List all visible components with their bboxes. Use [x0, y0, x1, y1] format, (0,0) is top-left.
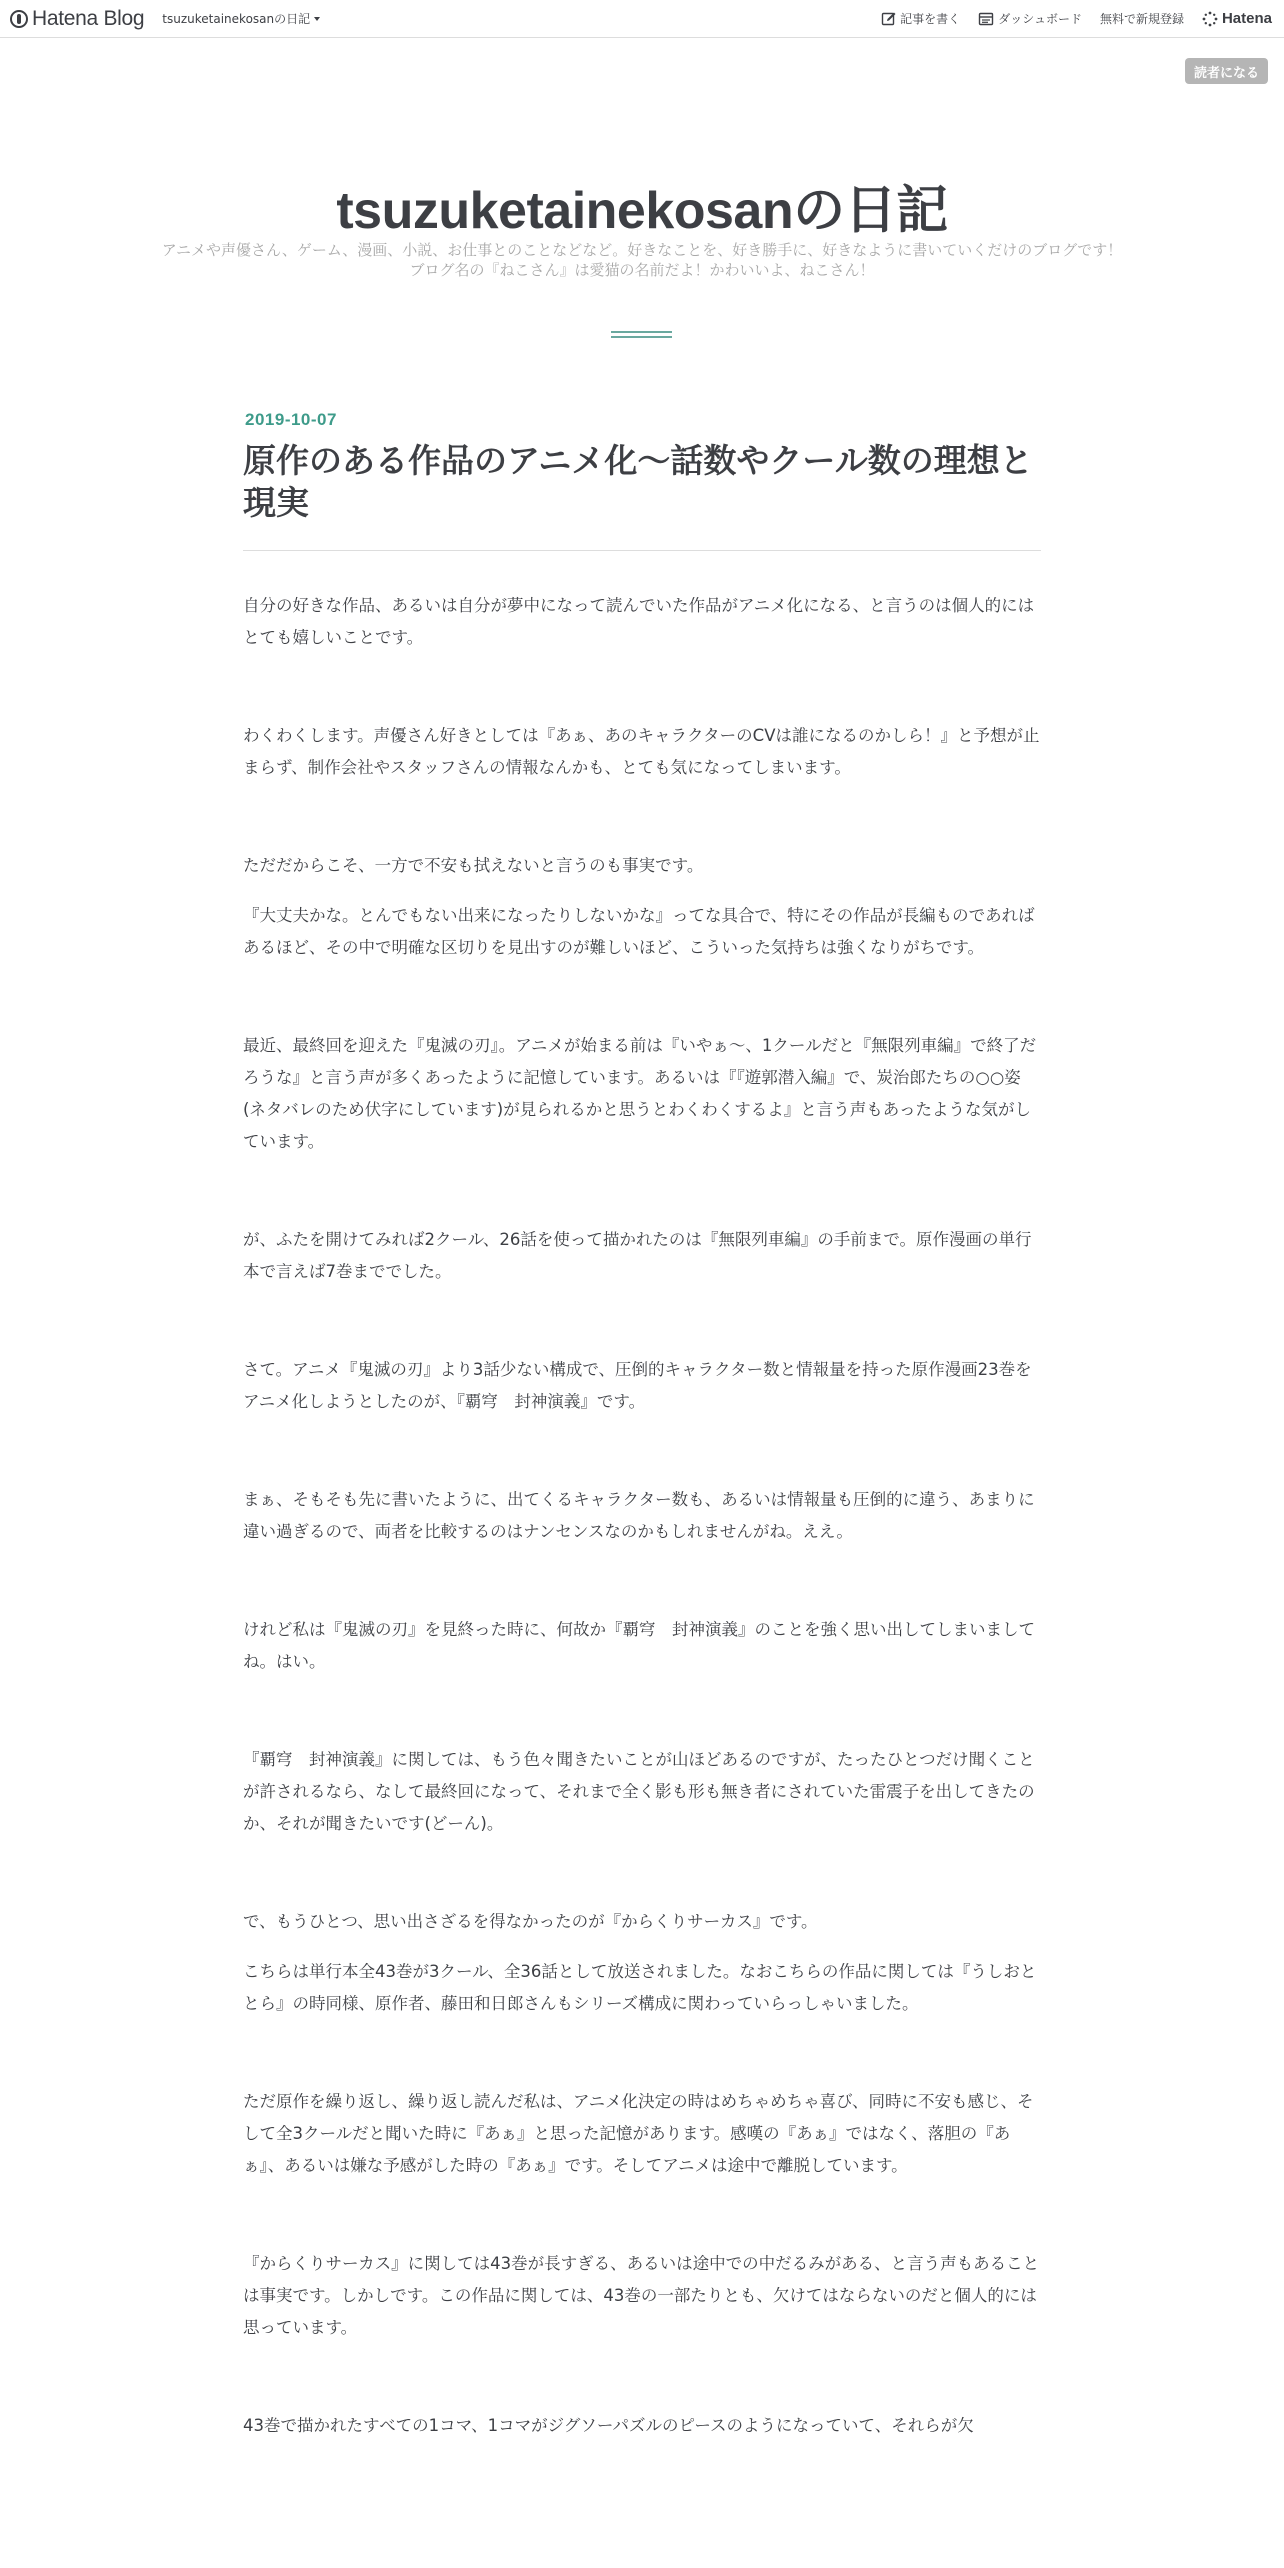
blog-title[interactable]: tsuzuketainekosanの日記	[336, 182, 948, 240]
entry-paragraph: わくわくします。声優さん好きとしては『あぁ、あのキャラクターのCVは誰になるのかしら！』と予想が止まらず、制作会社やスタッフさんの情報なんかも、とても気になってしまいます。	[243, 726, 1040, 777]
global-header-right	[863, 0, 1284, 37]
signup-label: 無料で新規登録	[1099, 12, 1184, 26]
write-entry-label: 記事を書く	[900, 12, 961, 26]
entry-paragraph: 43巻で描かれたすべての1コマ、1コマがジグソーパズルのピースのようになっていて、それらが欠	[243, 2416, 974, 2435]
entry-paragraph: 『覇穹 封神演義』に関しては、もう色々聞きたいことが山ほどあるのですが、たったひとつだけ聞くことが許されるなら、なして最終回になって、それまで全く影も形も無き者にされていた雷震子を出してきたのか、それが聞きたいです(どーん)。	[243, 1750, 1035, 1833]
signup-link[interactable]	[1100, 10, 1184, 27]
entry-paragraph: 『大丈夫かな。とんでもない出来になったりしないかな』ってな具合で、特にその作品が長編ものであればあるほど、その中で明確な区切りを見出すのが難しいほど、こういった気持ちは強くなりがちです。	[243, 906, 1035, 957]
entry-title[interactable]: 原作のある作品のアニメ化～話数やクール数の理想と現実	[243, 441, 1033, 522]
entry-paragraph: こちらは単行本全43巻が3クール、全36話として放送されました。なおこちらの作品に関しては『うしおととら』の時同様、原作者、藤田和日郎さんもシリーズ構成に関わっていらっしゃいました。	[243, 1962, 1037, 2013]
header-divider	[611, 331, 672, 338]
entry-paragraph: ただだからこそ、一方で不安も拭えないと言うのも事実です。	[243, 856, 704, 875]
hatena-logo-icon	[1202, 11, 1218, 27]
entry-paragraph: 『からくりサーカス』に関しては43巻が長すぎる、あるいは途中での中だるみがある、と言う声もあることは事実です。しかしです。この作品に関しては、43巻の一部たりとも、欠けてはならないのだと個人的には思っています。	[243, 2254, 1040, 2337]
hatena-label: Hatena	[1221, 10, 1272, 27]
dashboard-icon	[978, 11, 994, 27]
entry-paragraph: まぁ、そもそも先に書いたように、出てくるキャラクター数も、あるいは情報量も圧倒的に違う、あまりに違い過ぎるので、両者を比較するのはナンセンスなのかもしれませんがね。ええ。	[243, 1490, 1035, 1541]
entry-paragraph: 自分の好きな作品、あるいは自分が夢中になって読んでいた作品がアニメ化になる、と言うのは個人的にはとても嬉しいことです。	[243, 596, 1035, 647]
global-header-left	[0, 0, 320, 37]
entry-paragraph: が、ふたを開けてみれば2クール、26話を使って描かれたのは『無限列車編』の手前まで。原作漫画の単行本で言えば7巻まででした。	[243, 1230, 1032, 1281]
blog-description: アニメや声優さん、ゲーム、漫画、小説、お仕事とのことなどなど。好きなことを、好き勝手に、好きなように書いていくだけのブログです！ブログ名の『ねこさん』は愛猫の名前だよ！かわいいよ、ねこさん！	[161, 241, 1123, 279]
entry-paragraph: ただ原作を繰り返し、繰り返し読んだ私は、アニメ化決定の時はめちゃめちゃ喜び、同時に不安も感じ、そして全3クールだと聞いた時に『あぁ』と思った記憶があります。感嘆の『あぁ』ではなく、落胆の『あぁ』、あるいは嫌な予感がした時の『あぁ』です。そしてアニメは途中で離脱しています。	[243, 2092, 1034, 2175]
entry-title-divider	[243, 550, 1041, 551]
blog-switcher-label: tsuzuketainekosanの日記	[162, 12, 311, 26]
caret-down-icon	[314, 17, 320, 21]
entry-paragraph: で、もうひとつ、思い出さざるを得なかったのが『からくりサーカス』です。	[243, 1912, 818, 1931]
blog-switcher[interactable]	[162, 10, 320, 27]
entry-paragraph: さて。アニメ『鬼滅の刃』より3話少ない構成で、圧倒的キャラクター数と情報量を持った原作漫画23巻をアニメ化しようとしたのが、『覇穹 封神演義』です。	[243, 1360, 1032, 1411]
hatena-blog-logo-icon	[10, 10, 28, 28]
pen-icon	[881, 11, 897, 27]
hatena-menu[interactable]	[1202, 10, 1272, 27]
global-header	[0, 0, 1284, 38]
entry-date[interactable]: 2019-10-07	[245, 410, 337, 429]
entry-content	[243, 590, 1043, 2460]
write-entry-link[interactable]	[881, 10, 960, 27]
entry-paragraph: けれど私は『鬼滅の刃』を見終った時に、何故か『覇穹 封神演義』のことを強く思い出してしまいましてね。はい。	[243, 1620, 1035, 1671]
dashboard-link[interactable]	[978, 10, 1082, 27]
hatena-blog-logo[interactable]	[10, 7, 144, 31]
dashboard-label: ダッシュボード	[998, 12, 1082, 26]
brand-text: Hatena Blog	[32, 6, 145, 30]
entry-paragraph: 最近、最終回を迎えた『鬼滅の刃』。アニメが始まる前は『いやぁ～、1クールだと『無限列車編』で終了だろうな』と言う声が多くあったように記憶しています。あるいは『『遊郭潜入編』で、炭治郎たちの○○姿(ネタバレのため伏字にしています)が見られるかと思うとわくわくするよ』と言う声もあったような気がしています。	[243, 1036, 1037, 1151]
subscribe-button[interactable]: 読者になる	[1185, 58, 1268, 84]
